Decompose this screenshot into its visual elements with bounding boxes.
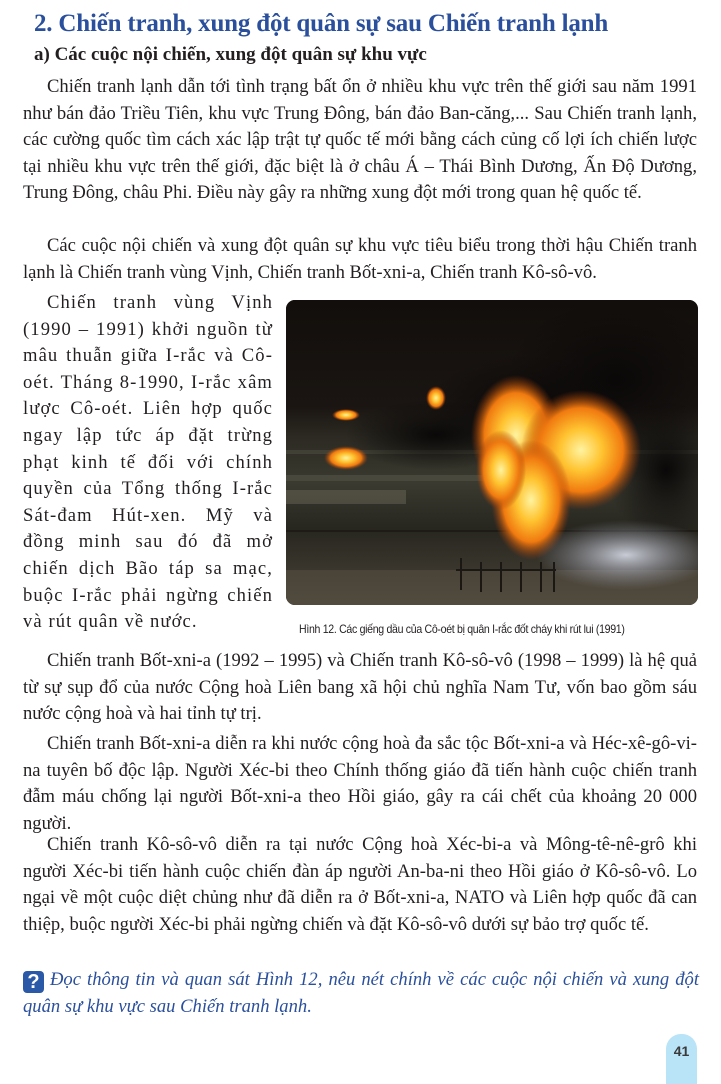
figure-burning-oil-wells	[286, 300, 698, 605]
paragraph-typical-conflicts: Các cuộc nội chiến và xung đột quân sự khu vực tiêu biểu trong thời hậu Chiến tranh lạnh là Chiến tranh vùng Vịnh, Chiến tranh Bốt-xni-a, Chiến tranh Kô-sô-vô.	[23, 235, 697, 283]
page-number: 41	[666, 1034, 697, 1084]
paragraph-cold-war-instability: Chiến tranh lạnh dẫn tới tình trạng bất ổn ở nhiều khu vực trên thế giới sau năm 1991 như bán đảo Triều Tiên, khu vực Trung Đông, bán đảo Ban-căng,... Sau Chiến tranh lạnh, các cường quốc tìm cách xác lập trật tự quốc tế mới bằng cách củng cố lợi ích chiến lược tại nhiều khu vực trên thế giới, đặc biệt là ở châu Á – Thái Bình Dương, Ấn Độ Dương, Trung Đông, châu Phi. Điều này gây ra những xung đột mới trong quan hệ quốc tế.	[23, 76, 697, 203]
question-mark-icon: ?	[23, 971, 44, 993]
section-heading: 2. Chiến tranh, xung đột quân sự sau Chiến tranh lạnh	[34, 10, 609, 37]
paragraph-bosnian-war: Chiến tranh Bốt-xni-a diễn ra khi nước cộng hoà đa sắc tộc Bốt-xni-a và Héc-xê-gô-vi-na tuyên bố độc lập. Người Xéc-bi theo Chính thống giáo đã tiến hành cuộc chiến tranh đẫm máu chống lại người Bốt-xni-a theo Hồi giáo, gây ra cái chết của khoảng 20 000 người.	[23, 733, 697, 834]
subsection-heading: a) Các cuộc nội chiến, xung đột quân sự khu vực	[34, 44, 427, 65]
paragraph-gulf-war: Chiến tranh vùng Vịnh (1990 – 1991) khởi nguồn từ mâu thuẫn giữa I-rắc và Cô-oét. Tháng 8-1990, I-rắc xâm lược Cô-oét. Liên hợp quốc ngay lập tức áp đặt trừng phạt kinh tế đối với chính quyền của Tổng thống I-rắc Sát-đam Hút-xen. Mỹ và đồng minh sau đó đã mở chiến dịch Bão táp sa mạc, buộc I-rắc phải ngừng chiến và rút quân về nước.	[23, 292, 273, 633]
question-text: Đọc thông tin và quan sát Hình 12, nêu nét chính về các cuộc nội chiến và xung đột quân sự khu vực sau Chiến tranh lạnh.	[23, 969, 699, 1017]
burning-oil-wells-image	[286, 300, 698, 605]
paragraph-bosnia-kosovo: Chiến tranh Bốt-xni-a (1992 – 1995) và Chiến tranh Kô-sô-vô (1998 – 1999) là hệ quả từ sự sụp đổ của nước Cộng hoà Liên bang xã hội chủ nghĩa Nam Tư, vốn bao gồm sáu nước cộng hoà và hai tỉnh tự trị.	[23, 650, 697, 724]
figure-caption: Hình 12. Các giếng dầu của Cô-oét bị quân I-rắc đốt cháy khi rút lui (1991)	[299, 622, 625, 636]
question-prompt	[23, 967, 699, 1020]
paragraph-kosovo-war: Chiến tranh Kô-sô-vô diễn ra tại nước Cộng hoà Xéc-bi-a và Mông-tê-nê-grô khi người Xéc-bi tiến hành cuộc chiến đàn áp người An-ba-ni theo Hồi giáo ở Kô-sô-vô. Lo ngại về một cuộc diệt chủng như đã diễn ra ở Bốt-xni-a, NATO và Liên hợp quốc đã can thiệp, buộc người Xéc-bi phải ngừng chiến và đặt Kô-sô-vô dưới sự bảo trợ quốc tế.	[23, 834, 697, 935]
